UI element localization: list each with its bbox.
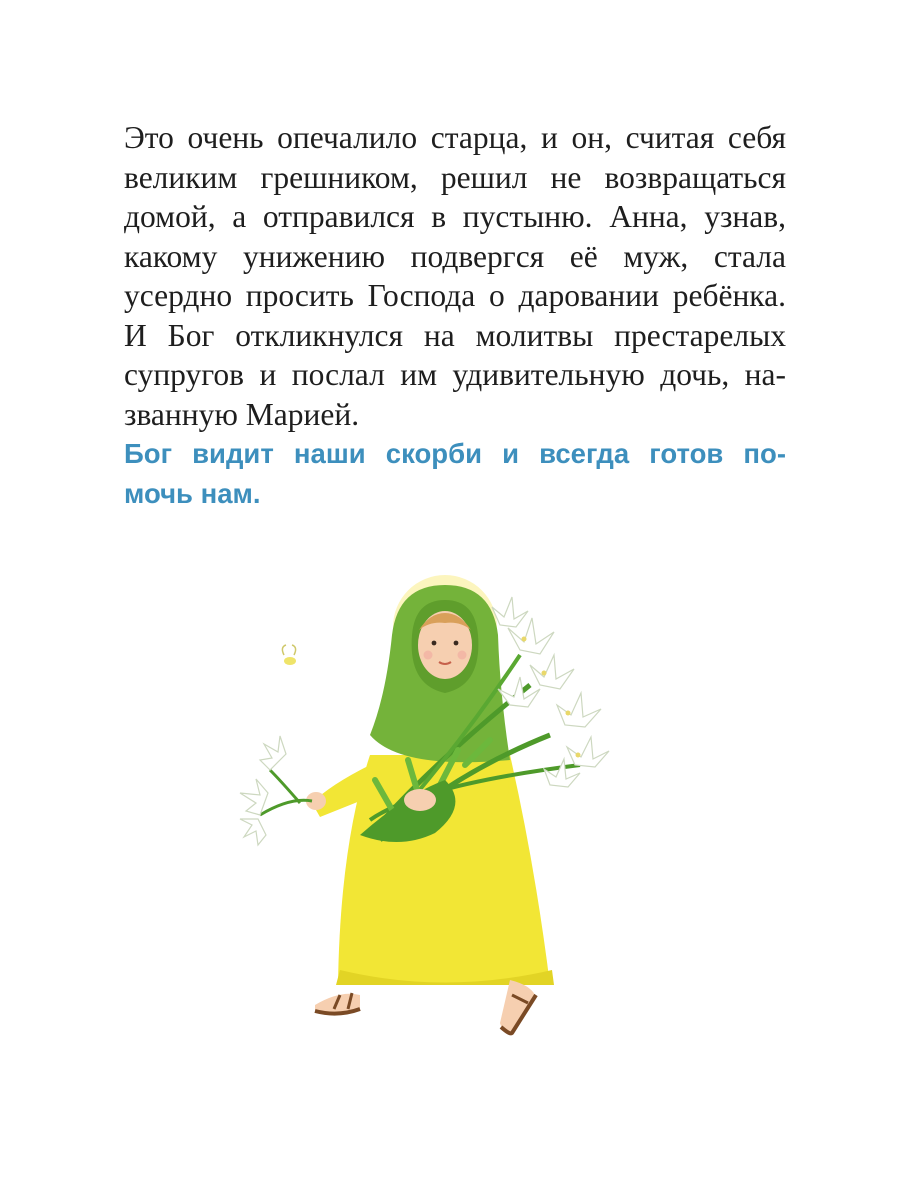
story-text [124, 118, 786, 514]
story-line: Это очень опечалило старца, и он, считая себя [124, 120, 786, 155]
sandals [315, 980, 536, 1033]
story-line: званную Марией. [124, 396, 360, 432]
story-line: великим грешником, решил не возвращаться [124, 159, 786, 195]
story-line: И Бог откликнулся на молитвы престарелых [124, 317, 786, 353]
story-line: какому унижению подвергся её муж, стала [124, 238, 786, 274]
story-line: усердно просить Господа о даровании ребёнка. [124, 278, 786, 313]
girl-with-lilies-illustration [220, 565, 650, 1045]
story-line: супругов и послал им удивительную дочь, на- [124, 357, 786, 392]
story-line: домой, а отправился в пустыню. Анна, узнав, [124, 199, 786, 234]
moral-line: Бог видит наши скорби и всегда готов по- [124, 438, 786, 469]
single-lily [240, 736, 312, 845]
firefly-icon [282, 645, 296, 665]
moral-line: мочь нам. [124, 478, 261, 509]
face [418, 611, 472, 679]
